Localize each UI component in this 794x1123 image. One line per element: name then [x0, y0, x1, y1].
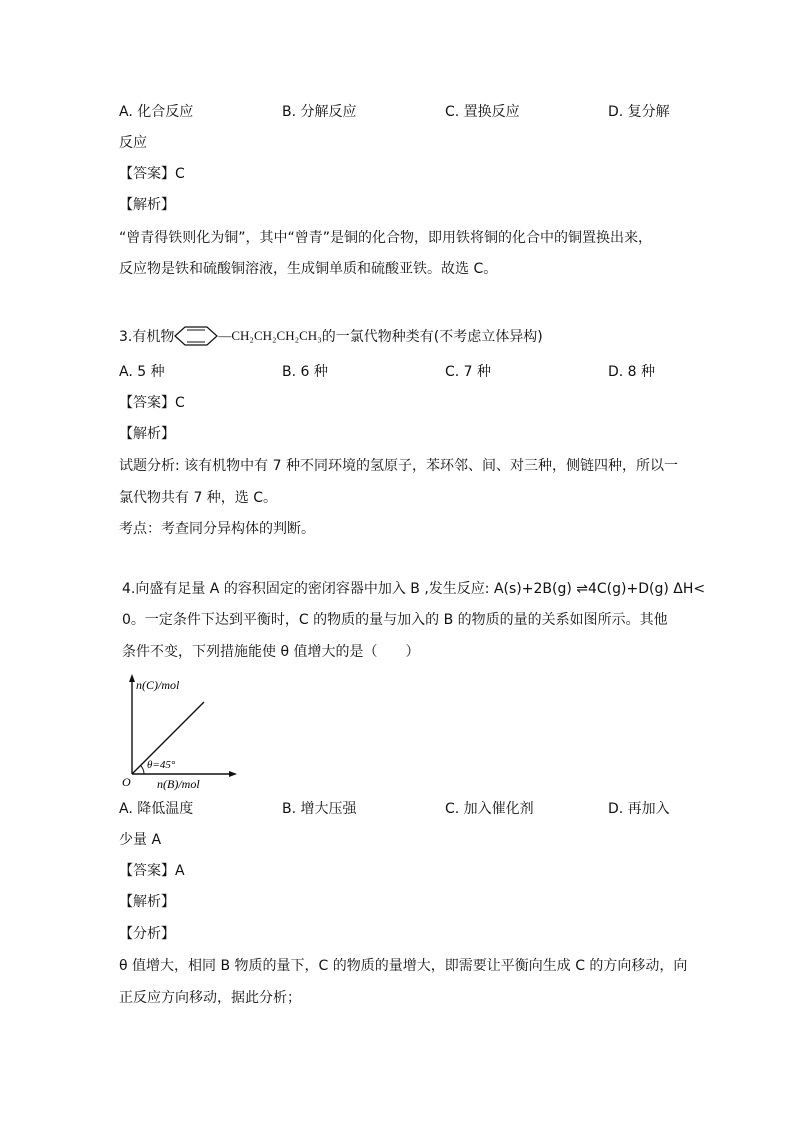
origin-label: O	[122, 775, 131, 789]
q4-stem-line3: 条件不变，下列措施能使 θ 值增大的是（ ）	[122, 644, 420, 660]
q4-figure	[119, 672, 239, 792]
q2-option-d: D. 复分解	[608, 104, 670, 120]
q2-analysis-line2: 反应物是铁和硫酸铜溶液，生成铜单质和硫酸亚铁。故选 C。	[119, 261, 498, 277]
q3-option-d: D. 8 种	[608, 364, 656, 380]
q3-analysis-line2: 氯代物共有 7 种，选 C。	[119, 490, 278, 506]
q2-analysis-line1: “曾青得铁则化为铜”，其中“曾青”是铜的化合物，即用铁将铜的化合中的铜置换出来，	[119, 230, 653, 246]
q4-answer: 【答案】A	[119, 863, 185, 879]
q4-fenxi-line1: θ 值增大，相同 B 物质的量下，C 的物质的量增大，即需要让平衡向生成 C 的方向移动，向	[119, 958, 688, 974]
q3-analysis-line1: 试题分析: 该有机物中有 7 种不同环境的氢原子，苯环邻、间、对三种，侧链四种，所以一	[119, 458, 678, 474]
q4-fenxi-line2: 正反应方向移动，据此分析；	[119, 990, 301, 1006]
q4-option-a: A. 降低温度	[119, 801, 194, 817]
benzene-ring-icon	[174, 325, 218, 347]
q2-answer: 【答案】C	[119, 166, 185, 182]
q2-option-a: A. 化合反应	[119, 104, 194, 120]
q3-kaodian: 考点：考查同分异构体的判断。	[119, 521, 315, 537]
q4-stem-line2: 0。一定条件下达到平衡时，C 的物质的量与加入的 B 的物质的量的关系如图所示。其他	[122, 612, 668, 628]
q2-option-b: B. 分解反应	[282, 104, 357, 120]
q4-option-b: B. 增大压强	[282, 801, 357, 817]
q4-option-d-wrap: 少量 A	[119, 832, 162, 848]
x-axis-label: n(B)/mol	[157, 777, 200, 791]
q4-stem-line1: 4.向盛有足量 A 的容积固定的密闭容器中加入 B ,发生反应: A(s)+2B(g) ⇌4C(g)+D(g) ΔH<	[122, 581, 706, 597]
q3-option-c: C. 7 种	[445, 364, 492, 380]
q3-analysis-tag: 【解析】	[119, 426, 175, 442]
q3-answer: 【答案】C	[119, 395, 185, 411]
q2-option-c: C. 置换反应	[445, 104, 520, 120]
q4-analysis-tag: 【解析】	[119, 894, 175, 910]
q3-stem	[119, 324, 543, 348]
q4-option-c: C. 加入催化剂	[445, 801, 534, 817]
q2-analysis-tag: 【解析】	[119, 197, 175, 213]
angle-label: θ=45°	[147, 759, 176, 771]
q3-option-b: B. 6 种	[282, 364, 328, 380]
q3-suffix: 的一氯代物种类有(不考虑立体异构)	[321, 329, 543, 345]
q4-option-d: D. 再加入	[608, 801, 670, 817]
q3-side-chain: —CH₂CH₂CH₂CH₃	[218, 328, 322, 343]
q3-option-a: A. 5 种	[119, 364, 165, 380]
y-axis-label: n(C)/mol	[136, 678, 180, 692]
q4-fenxi-tag: 【分析】	[119, 926, 175, 942]
q2-option-d-wrap: 反应	[119, 135, 147, 151]
q3-prefix: 3.有机物	[119, 329, 175, 345]
